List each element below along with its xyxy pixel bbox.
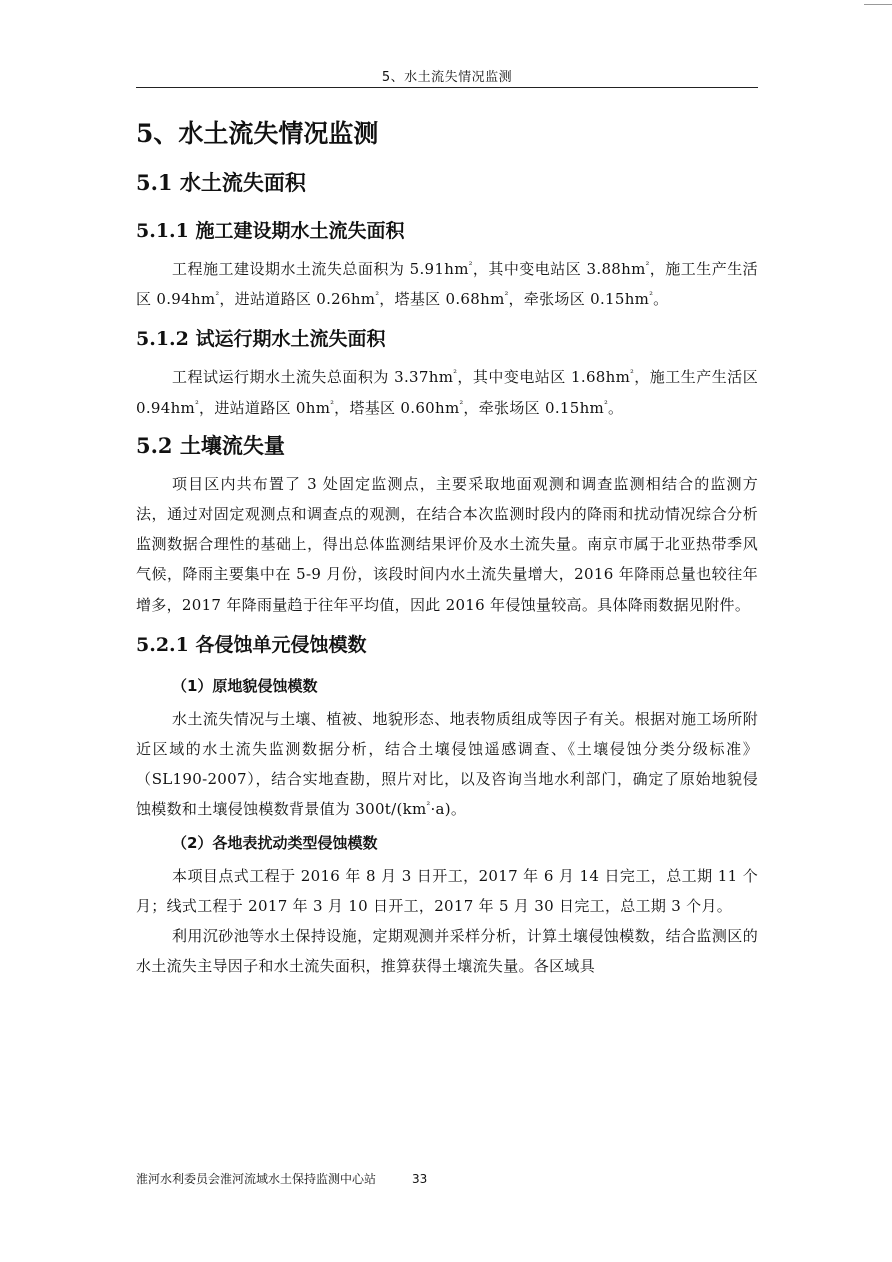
section-5-1-heading: 5.1 水土流失面积 [136, 170, 306, 195]
scan-edge-mark [864, 0, 892, 5]
section-5-heading: 5、水土流失情况监测 [136, 119, 379, 148]
paragraph-5-1-1: 工程施工建设期水土流失总面积为 $5.91hm^{^2}$，其中变电站区 $3.88hm^{^2}$，施工生产生活区 $0.94hm^{^2}$，进站道路区 $0.26hm^{^2}$，塔基区 $0.68hm^{^2}$，牵张场区 $0.15hm^{^2}$。 [136, 260, 758, 309]
footer-organization: 淮河水利委员会淮河流域水土保持监测中心站 [136, 1172, 377, 1186]
section-5-2-1-heading: 5.2.1 各侵蚀单元侵蚀模数 [136, 633, 367, 656]
section-5-1-1-heading: 5.1.1 施工建设期水土流失面积 [136, 220, 405, 242]
subheading-original-landform: （1）原地貌侵蚀模数 [172, 676, 318, 695]
paragraph-construction-period: 本项目点式工程于 2016 年 8 月 3 日开工，2017 年 6 月 14 日完工，总工期 11 个月；线式工程于 2017 年 3 月 10 日开工，2017 年 5 月 30 日完工，总工期 3 个月。 [136, 866, 758, 915]
paragraph-sediment-monitoring: 利用沉砂池等水土保持设施，定期观测并采样分析，计算土壤侵蚀模数，结合监测区的水土流失主导因子和水土流失面积，推算获得土壤流失量。各区域具 [136, 927, 758, 976]
running-header: 5、水土流失情况监测 [381, 70, 513, 85]
page-content [136, 108, 758, 981]
page-number: 33 [412, 1172, 428, 1186]
paragraph-original-landform: 水土流失情况与土壤、植被、地貌形态、地表物质组成等因子有关。根据对施工场所附近区域的水土流失监测数据分析，结合土壤侵蚀遥感调查、《土壤侵蚀分类分级标准》（SL190-2007），结合实地查勘，照片对比，以及咨询当地水利部门，确定了原始地貌侵蚀模数和土壤侵蚀模数背景值为 $300t/(km^{^2}\cdot a)$。 [136, 709, 758, 819]
header-rule [136, 87, 758, 88]
paragraph-5-2: 项目区内共布置了 3 处固定监测点，主要采取地面观测和调查监测相结合的监测方法，通过对固定观测点和调查点的观测，在结合本次监测时段内的降雨和扰动情况综合分析监测数据合理性的基础上，得出总体监测结果评价及水土流失量。南京市属于北亚热带季风气候，降雨主要集中在 5-9 月份，该段时间内水土流失量增大，2016 年降雨总量也较往年增多，2017 年降雨量趋于往年平均值，因此 2016 年侵蚀量较高。具体降雨数据见附件。 [136, 474, 758, 614]
subheading-disturbance-types: （2）各地表扰动类型侵蚀模数 [172, 833, 378, 852]
page-footer [136, 1170, 427, 1187]
paragraph-5-1-2: 工程试运行期水土流失总面积为 $3.37hm^{^2}$，其中变电站区 $1.68hm^{^2}$，施工生产生活区 $0.94hm^{^2}$，进站道路区 $0hm^{^2}$，塔基区 $0.60hm^{^2}$，牵张场区 $0.15hm^{^2}$。 [136, 368, 758, 417]
section-5-1-2-heading: 5.1.2 试运行期水土流失面积 [136, 328, 386, 351]
section-5-2-heading: 5.2 土壤流失量 [136, 432, 285, 458]
